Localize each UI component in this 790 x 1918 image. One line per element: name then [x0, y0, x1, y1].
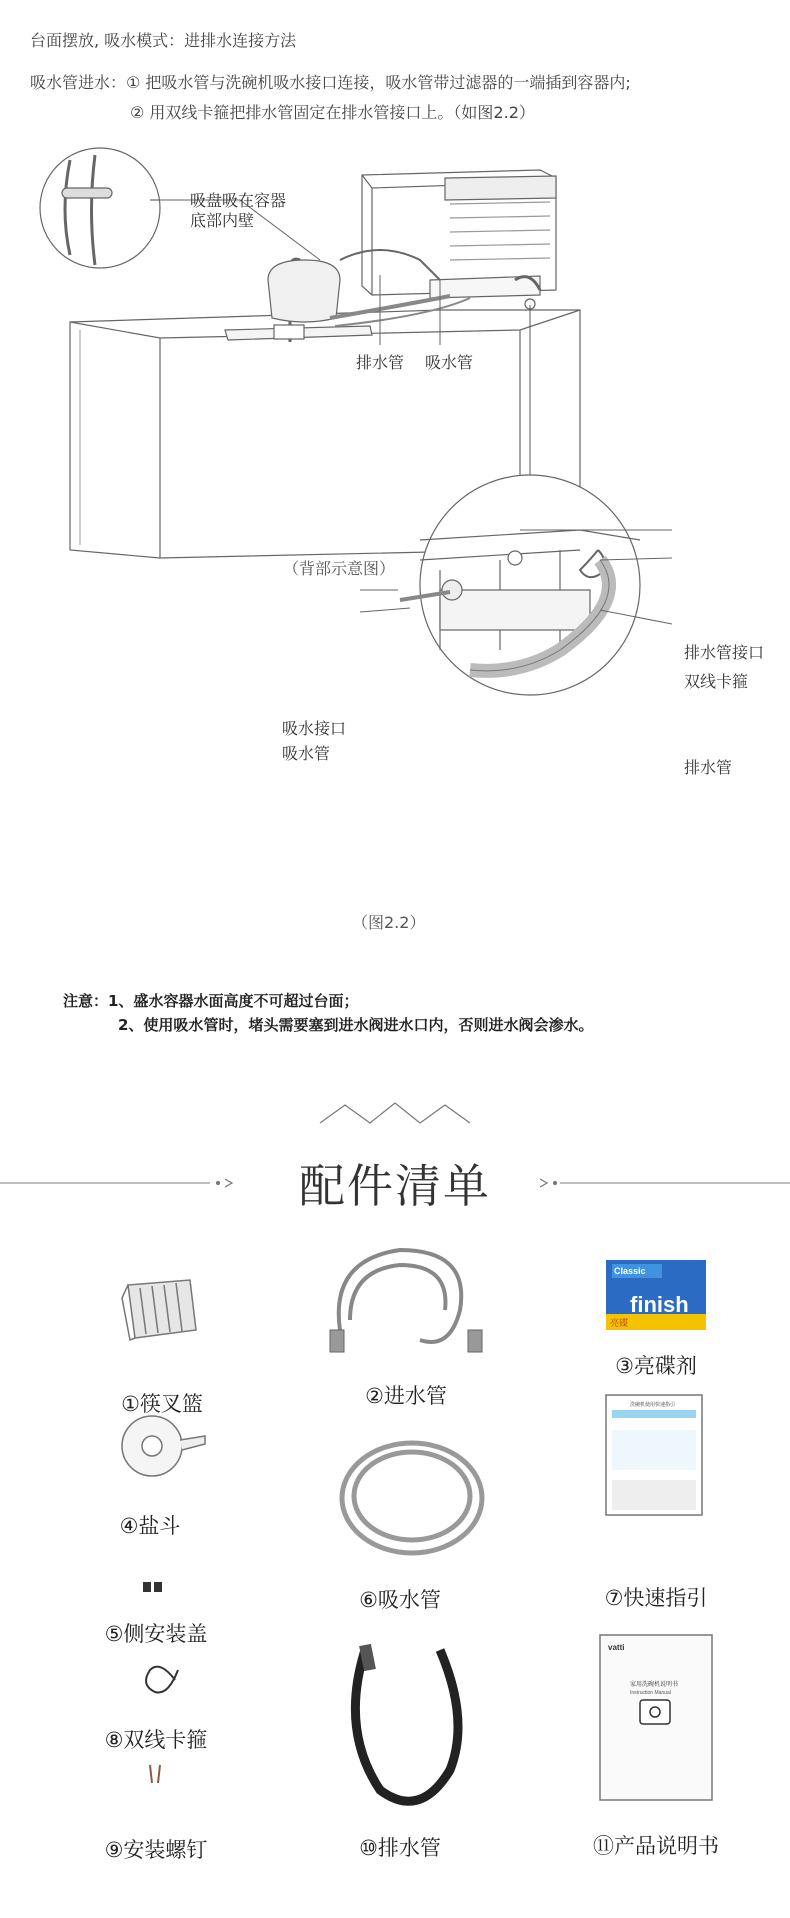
accessory-label-10: ⑩排水管: [359, 1836, 441, 1860]
finish-cn-text: 亮碟: [610, 1319, 629, 1329]
instruction-step-1: 吸水管进水：① 把吸水管与洗碗机吸水接口连接，吸水管带过滤器的一端插到容器内;: [30, 73, 631, 92]
page-heading: 台面摆放, 吸水模式：进排水连接方法: [30, 31, 297, 50]
accessory-label-7: ⑦快速指引: [604, 1586, 708, 1610]
label-suction-pipe: 吸水管: [425, 353, 474, 372]
figure-caption: （图2.2）: [352, 913, 426, 932]
manual-brand-text: vatti: [608, 1643, 625, 1652]
label-back-view: （背部示意图）: [283, 559, 396, 578]
instruction-step-2: ② 用双线卡箍把排水管固定在排水管接口上。（如图2.2）: [130, 103, 535, 122]
callout-suction-cup-2: 底部内壁: [190, 211, 255, 230]
label-drain-port: 排水管接口: [684, 643, 765, 662]
label-drain-pipe: 排水管: [356, 353, 405, 372]
suction-hose-icon: [342, 1443, 482, 1553]
accessories-title: 配件清单: [299, 1159, 491, 1213]
finish-tag-text: Classic: [614, 1266, 646, 1276]
label-suction-pipe-2: 吸水管: [282, 744, 331, 763]
manual-icon: [600, 1635, 712, 1800]
drain-hose-icon: [355, 1645, 458, 1801]
accessory-label-4: ④盐斗: [119, 1514, 181, 1538]
inlet-hose-icon: [330, 1250, 482, 1352]
screw-icon: [150, 1765, 160, 1783]
cutlery-basket-icon: [122, 1280, 196, 1340]
accessory-label-6: ⑥吸水管: [359, 1588, 441, 1612]
guide-title-text: 洗碗机使用快速指引: [630, 1402, 676, 1408]
accessory-label-3: ③亮碟剂: [615, 1354, 697, 1378]
callout-suction-cup: 吸盘吸在容器: [190, 191, 287, 210]
double-wire-clamp-icon: [146, 1667, 178, 1693]
accessory-label-11: ⑪产品说明书: [593, 1834, 719, 1858]
accessory-label-8: ⑧双线卡箍: [104, 1728, 208, 1752]
finish-brand-text: finish: [630, 1292, 689, 1317]
side-cover-icon: [143, 1582, 162, 1592]
label-clamp: 双线卡箍: [684, 672, 749, 691]
accessory-label-2: ②进水管: [365, 1384, 447, 1408]
manual-title-text: 家用洗碗机说明书: [630, 1681, 679, 1688]
accessory-label-9: ⑨安装螺钉: [104, 1838, 208, 1862]
salt-funnel-icon: [122, 1416, 205, 1476]
label-drain-pipe-2: 排水管: [684, 758, 733, 777]
label-suction-port: 吸水接口: [282, 719, 347, 738]
note-line-1: 注意：1、盛水容器水面高度不可超过台面；: [63, 992, 359, 1010]
accessory-label-5: ⑤侧安装盖: [104, 1622, 208, 1646]
manual-sub-text: Instruction Manual: [630, 1690, 671, 1696]
installation-diagram: [0, 130, 790, 870]
accessory-label-1: ①筷叉篮: [121, 1392, 203, 1416]
quick-guide-icon: [606, 1395, 702, 1515]
note-line-2: 2、使用吸水管时，堵头需要塞到进水阀进水口内，否则进水阀会渗水。: [118, 1016, 594, 1034]
